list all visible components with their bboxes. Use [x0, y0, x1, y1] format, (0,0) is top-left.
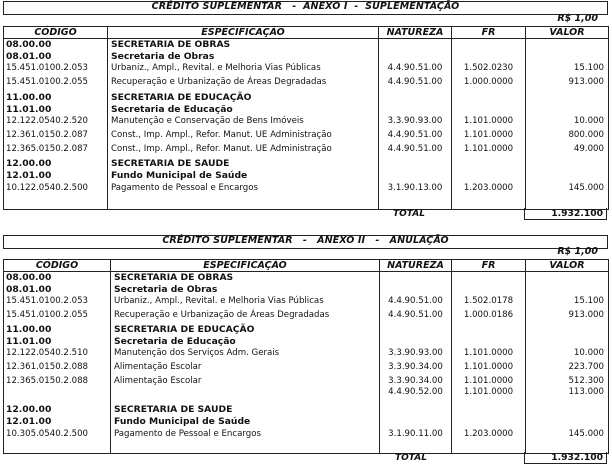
cell-especificacao: SECRETARIA DE EDUCAÇÃO — [111, 92, 252, 103]
cell-codigo: 10.305.0540.2.500 — [6, 429, 89, 439]
column-divider — [107, 27, 108, 209]
cell-valor: 913.000 — [568, 310, 604, 320]
cell-fr: 1.203.0000 — [463, 183, 514, 193]
cell-especificacao: Fundo Municipal de Saúde — [114, 416, 251, 427]
column-divider — [110, 260, 111, 453]
cell-especificacao: Recuperação e Urbanização de Áreas Degradadas — [111, 77, 327, 87]
cell-especificacao: SECRETARIA DE OBRAS — [111, 39, 231, 50]
cell-especificacao: Manutenção dos Serviços Adm. Gerais — [114, 348, 280, 358]
cell-natureza: 4.4.90.51.00 — [387, 63, 443, 73]
cell-codigo: 12.122.0540.2.510 — [6, 348, 89, 358]
annex2-title-box — [3, 235, 608, 249]
cell-valor: 913.000 — [568, 77, 604, 87]
cell-especificacao: Alimentação Escolar — [114, 362, 202, 372]
cell-especificacao: Manutenção e Conservação de Bens Imóveis — [111, 116, 304, 126]
cell-especificacao: SECRETARIA DE SAUDE — [114, 404, 233, 415]
annex1-table — [3, 26, 609, 210]
cell-codigo: 15.451.0100.2.055 — [6, 77, 89, 87]
header-especificacao: ESPECIFICAÇÃO — [108, 27, 378, 39]
cell-valor: 145.000 — [568, 183, 604, 193]
annex1-unit: R$ 1,00 — [557, 13, 598, 24]
cell-valor: 15.100 — [573, 296, 604, 306]
cell-natureza: 3.3.90.93.00 — [387, 116, 443, 126]
annex1-title: CRÉDITO SUPLEMENTAR - ANEXO I - SUPLEMENTAÇÃO — [151, 1, 460, 12]
annex2-total-label: TOTAL — [395, 453, 427, 463]
cell-especificacao: Alimentação Escolar — [114, 376, 202, 386]
cell-especificacao: Urbaniz., Ampl., Revital. e Melhoria Vias Públicas — [111, 63, 321, 73]
cell-codigo: 15.451.0100.2.055 — [6, 310, 89, 320]
cell-codigo: 12.361.0150.2.088 — [6, 362, 89, 372]
cell-codigo: 15.451.0100.2.053 — [6, 63, 89, 73]
cell-codigo: 12.01.00 — [6, 416, 52, 427]
annex1-total-label: TOTAL — [393, 209, 425, 219]
cell-natureza: 4.4.90.51.00 — [388, 310, 443, 320]
cell-especificacao: Secretaria de Educação — [111, 104, 233, 115]
annex1-title-box — [3, 1, 608, 15]
cell-natureza: 4.4.90.52.00 — [388, 387, 443, 397]
cell-codigo: 12.01.00 — [6, 170, 52, 181]
cell-codigo: 11.01.00 — [6, 336, 52, 347]
cell-fr: 1.000.0000 — [463, 77, 514, 87]
annex1-total-value: 1.932.100 — [524, 208, 607, 220]
cell-especificacao: Pagamento de Pessoal e Encargos — [111, 183, 258, 193]
header-fr: FR — [452, 260, 525, 272]
cell-codigo: 08.00.00 — [6, 272, 52, 283]
header-fr: FR — [452, 27, 525, 39]
header-valor: VALOR — [526, 260, 608, 272]
cell-fr: 1.203.0000 — [463, 429, 514, 439]
cell-natureza: 3.3.90.34.00 — [388, 362, 443, 372]
cell-especificacao: Secretaria de Educação — [114, 336, 236, 347]
cell-codigo: 11.00.00 — [6, 92, 52, 103]
cell-codigo: 12.00.00 — [6, 158, 52, 169]
cell-codigo: 12.00.00 — [6, 404, 52, 415]
cell-codigo: 12.122.0540.2.520 — [6, 116, 89, 126]
header-codigo: CÓDIGO — [4, 260, 110, 272]
cell-valor: 49.000 — [573, 144, 604, 154]
cell-codigo: 08.01.00 — [6, 284, 52, 295]
cell-valor: 113.000 — [568, 387, 604, 397]
cell-valor: 10.000 — [573, 348, 604, 358]
cell-codigo: 15.451.0100.2.053 — [6, 296, 89, 306]
cell-especificacao: Const., Imp. Ampl., Refor. Manut. UE Administração — [111, 130, 332, 140]
cell-codigo: 12.365.0150.2.088 — [6, 376, 89, 386]
cell-codigo: 11.01.00 — [6, 104, 52, 115]
cell-codigo: 11.00.00 — [6, 324, 52, 335]
cell-codigo: 12.365.0150.2.087 — [6, 144, 89, 154]
cell-fr: 1.101.0000 — [463, 362, 514, 372]
cell-especificacao: SECRETARIA DE EDUCAÇÃO — [114, 324, 255, 335]
cell-valor: 512.300 — [568, 376, 604, 386]
cell-especificacao: Pagamento de Pessoal e Encargos — [114, 429, 261, 439]
cell-valor: 15.100 — [573, 63, 604, 73]
cell-natureza: 3.3.90.93.00 — [388, 348, 443, 358]
cell-fr: 1.000.0186 — [463, 310, 514, 320]
cell-codigo: 12.361.0150.2.087 — [6, 130, 89, 140]
cell-natureza: 4.4.90.51.00 — [387, 130, 443, 140]
cell-fr: 1.502.0178 — [463, 296, 514, 306]
cell-fr: 1.502.0230 — [463, 63, 514, 73]
cell-especificacao: Fundo Municipal de Saúde — [111, 170, 248, 181]
cell-natureza: 3.1.90.13.00 — [387, 183, 443, 193]
cell-especificacao: SECRETARIA DE SAUDE — [111, 158, 230, 169]
cell-natureza: 4.4.90.51.00 — [387, 144, 443, 154]
cell-fr: 1.101.0000 — [463, 116, 514, 126]
header-valor: VALOR — [526, 27, 608, 39]
header-natureza: NATUREZA — [379, 27, 451, 39]
cell-especificacao: Secretaria de Obras — [114, 284, 218, 295]
annex2-unit: R$ 1,00 — [557, 246, 598, 257]
cell-valor: 10.000 — [573, 116, 604, 126]
cell-especificacao: Recuperação e Urbanização de Áreas Degradadas — [114, 310, 330, 320]
cell-fr: 1.101.0000 — [463, 348, 514, 358]
cell-natureza: 3.3.90.34.00 — [388, 376, 443, 386]
annex2-total-value: 1.932.100 — [524, 452, 607, 464]
cell-codigo: 08.00.00 — [6, 39, 52, 50]
cell-codigo: 08.01.00 — [6, 51, 52, 62]
cell-especificacao: Secretaria de Obras — [111, 51, 215, 62]
cell-especificacao: Const., Imp. Ampl., Refor. Manut. UE Administração — [111, 144, 332, 154]
cell-valor: 800.000 — [568, 130, 604, 140]
cell-fr: 1.101.0000 — [463, 376, 514, 386]
annex2-table — [3, 259, 609, 454]
cell-valor: 223.700 — [568, 362, 604, 372]
header-codigo: CÓDIGO — [4, 27, 107, 39]
cell-natureza: 3.1.90.11.00 — [388, 429, 443, 439]
cell-especificacao: Urbaniz., Ampl., Revital. e Melhoria Vias Públicas — [114, 296, 324, 306]
cell-natureza: 4.4.90.51.00 — [388, 296, 443, 306]
cell-natureza: 4.4.90.51.00 — [387, 77, 443, 87]
cell-fr: 1.101.0000 — [463, 130, 514, 140]
cell-fr: 1.101.0000 — [463, 387, 514, 397]
cell-codigo: 10.122.0540.2.500 — [6, 183, 89, 193]
cell-valor: 145.000 — [568, 429, 604, 439]
annex2-title: CRÉDITO SUPLEMENTAR - ANEXO II - ANULAÇÃO — [162, 235, 449, 246]
cell-especificacao: SECRETARIA DE OBRAS — [114, 272, 234, 283]
cell-fr: 1.101.0000 — [463, 144, 514, 154]
header-especificacao: ESPECIFICAÇÃO — [111, 260, 379, 272]
header-natureza: NATUREZA — [380, 260, 451, 272]
